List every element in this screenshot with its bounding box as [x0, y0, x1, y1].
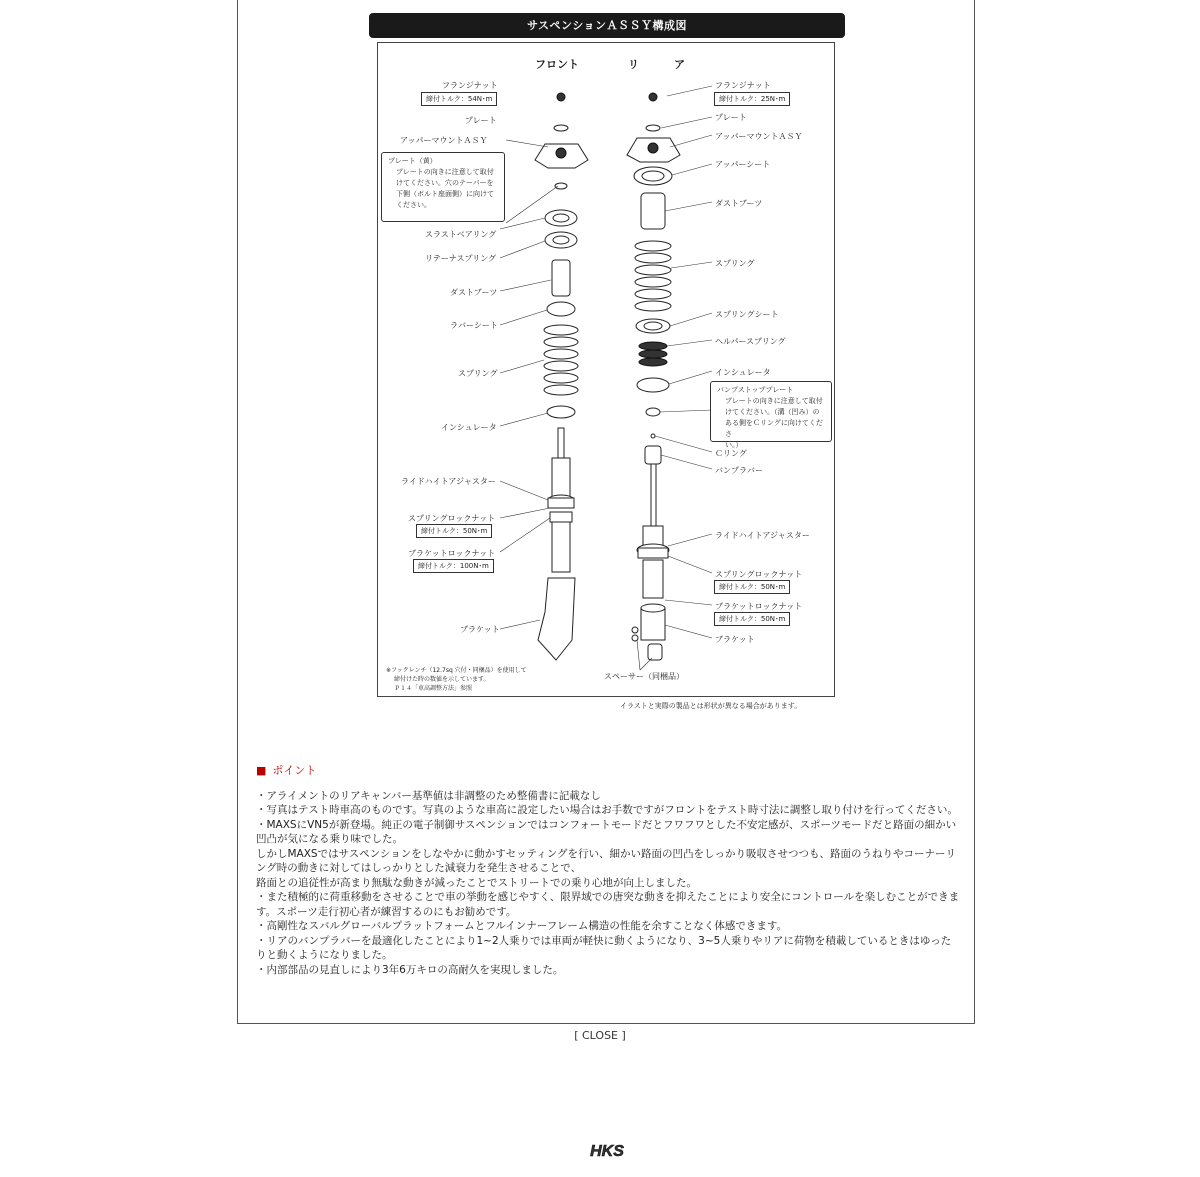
- front-flange-torque: 締付トルク：54N･m: [421, 92, 497, 106]
- front-note-line: プレートの向きに注意して取付: [396, 168, 494, 176]
- rear-bracket-lock-nut-label: ブラケットロックナット: [715, 602, 803, 611]
- front-parts: [535, 93, 588, 660]
- front-bracket-lock-nut-label: ブラケットロックナット: [408, 549, 496, 558]
- rear-bump-rubber-label: バンプラバー: [715, 466, 763, 475]
- rear-spacer-label: スペーサー（同梱品）: [604, 672, 684, 681]
- points-line: ・MAXSにVN5が新登場。純正の電子制御サスペンションではコンフォートモードだとフワフワとした不安定感が、スポーツモードだと路面の細かい凹凸が気になる乗り味でした。: [256, 818, 957, 845]
- front-plate-label: プレート: [465, 116, 497, 125]
- hks-logo: [583, 1141, 631, 1161]
- rear-note-title: バンプストッププレート: [717, 386, 794, 394]
- points-line: ・リアのバンプラバーを最適化したことにより1~2人乗りでは車両が軽快に動くようになり、3~5人乗りやリアに荷物を積載しているときはゆったりと動くようになりました。: [256, 934, 952, 961]
- front-column-heading: フロント: [535, 58, 579, 71]
- rear-spring-seat-label: スプリングシート: [715, 310, 779, 319]
- rear-bump-plate-note: [710, 381, 832, 449]
- logo-text: HKS: [590, 1143, 624, 1160]
- rear-ride-height-label: ライドハイトアジャスター: [715, 531, 810, 540]
- rear-plate-label: プレート: [715, 113, 747, 122]
- rear-bracket-lock-torque: 締付トルク：50N･m: [714, 612, 790, 626]
- rear-spring-label: スプリング: [715, 259, 755, 268]
- rear-note-line: けてください。（溝（凹み）の: [725, 408, 820, 416]
- front-note-line: けてください。穴のテーパーを: [396, 179, 494, 187]
- front-spring-lock-nut-label: スプリングロックナット: [408, 514, 496, 523]
- points-line: ・写真はテスト時車高のものです。写真のような車高に設定したい場合はお手数ですがフロントをテスト時寸法に調整し取り付けを行ってください。: [256, 804, 958, 816]
- rear-bracket-label: ブラケット: [715, 635, 755, 644]
- rear-spring-lock-torque: 締付トルク：50N･m: [714, 580, 790, 594]
- rear-flange-torque: 締付トルク：25N･m: [714, 92, 790, 106]
- front-note-line: ください。: [396, 201, 431, 209]
- rear-dust-boot-label: ダストブーツ: [715, 199, 763, 208]
- front-bracket-label: ブラケット: [460, 625, 500, 634]
- front-plate-note: [381, 152, 505, 222]
- rear-spring-lock-nut-label: スプリングロックナット: [715, 570, 803, 579]
- front-flange-nut-label: フランジナット: [442, 81, 498, 90]
- rear-note-line: い。）: [725, 441, 743, 449]
- points-section: [256, 764, 960, 977]
- points-line: しかしMAXSではサスペンションをしなやかに動かすセッティングを行い、細かい路面の凹凸をしっかり吸収させつつも、路面のうねりやコーナーリング時の動きに対してはしっかりとした減衰力を発生させることで、: [256, 847, 957, 874]
- front-note-line: 下側（ボルト座面側）に向けて: [396, 190, 494, 198]
- footnote-line: Ｐ１４「車高調整方法」参照: [394, 685, 473, 692]
- front-spring-lock-torque: 締付トルク：50N･m: [416, 524, 492, 538]
- points-line: ・また積極的に荷重移動をさせることで車の挙動を感じやすく、限界域での唐突な動きを抑えたことにより安全にコントロールを楽しむことができます。スポーツ走行初心者が練習するのにもお勧めです。: [256, 891, 960, 918]
- rear-insulator-label: インシュレータ: [715, 368, 771, 377]
- rear-parts: [627, 93, 680, 660]
- rear-upper-seat-label: アッパーシート: [715, 160, 771, 169]
- points-heading: [256, 764, 960, 779]
- front-rubber-seat-label: ラバーシート: [450, 321, 498, 330]
- close-link[interactable]: [ CLOSE ]: [574, 1029, 626, 1042]
- front-ride-height-label: ライドハイトアジャスター: [401, 477, 496, 486]
- rear-column-heading: リ ア: [628, 58, 697, 71]
- diagram-title: サスペンションＡＳＳＹ構成図: [369, 13, 845, 38]
- front-insulator-label: インシュレータ: [441, 423, 497, 432]
- rear-upper-mount-label: アッパーマウントＡＳＹ: [715, 132, 803, 141]
- front-dust-boot-label: ダストブーツ: [450, 288, 498, 297]
- points-line: 路面との追従性が高まり無駄な動きが減ったことでストリートでの乗り心地が向上しました。: [256, 876, 697, 889]
- rear-helper-spring-label: ヘルパースプリング: [715, 337, 786, 346]
- footnote-line: ※フックレンチ（12.7sq 穴付・同梱品）を使用して: [386, 667, 527, 674]
- front-retainer-spring-label: リテーナスプリング: [425, 254, 497, 263]
- front-bracket-lock-torque: 締付トルク：100N･m: [413, 559, 494, 573]
- points-line: ・高剛性なスバルグローバルプラットフォームとフルインナーフレーム構造の性能を余すことなく体感できます。: [256, 920, 787, 932]
- square-bullet-icon: ■: [256, 764, 267, 777]
- front-note-title: プレート（黄）: [388, 157, 437, 165]
- rear-note-line: ある側をＣリングに向けてくださ: [725, 419, 823, 438]
- points-heading-text: ポイント: [272, 764, 317, 777]
- rear-note-line: プレートの向きに注意して取付: [725, 397, 823, 405]
- points-line: ・アライメントのリアキャンバー基準値は非調整のため整備書に記載なし: [256, 789, 601, 802]
- footnote-line: 締付けた時の数値を示しています。: [394, 676, 490, 683]
- rear-spring: [635, 241, 671, 311]
- rear-c-ring-label: Ｃリング: [715, 449, 747, 458]
- diagram-footnote: [386, 666, 527, 693]
- front-spring: [544, 325, 578, 395]
- diagram-caption: イラストと実際の製品とは形状が異なる場合があります。: [620, 702, 802, 710]
- front-upper-mount-label: アッパーマウントＡＳＹ: [400, 136, 488, 145]
- front-thrust-bearing-label: スラストベアリング: [425, 230, 497, 239]
- rear-flange-nut-label: フランジナット: [715, 81, 771, 90]
- front-spring-label: スプリング: [458, 369, 498, 378]
- points-line: ・内部部品の見直しにより3年6万キロの高耐久を実現しました。: [256, 963, 564, 976]
